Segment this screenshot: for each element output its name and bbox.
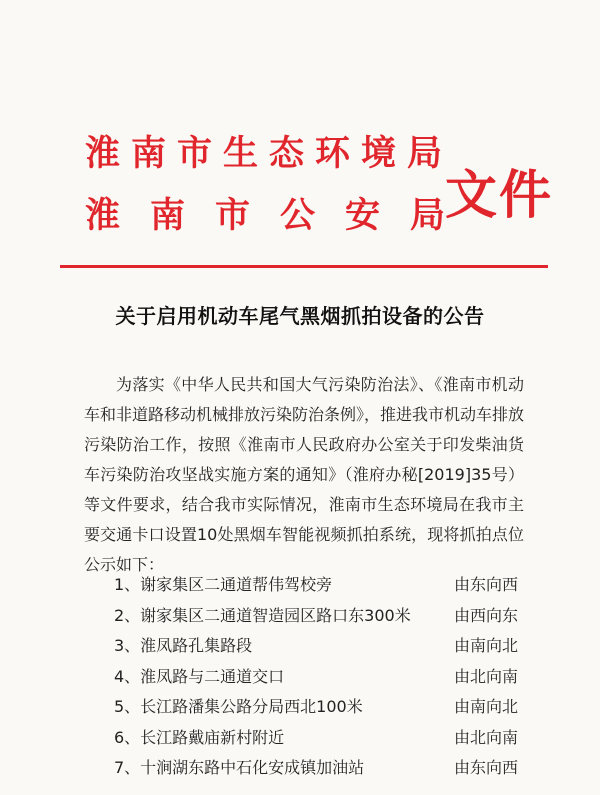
document-header — [85, 126, 554, 256]
list-item — [114, 662, 524, 693]
document-body — [84, 370, 524, 580]
location-name: 2、谢家集区二通道智造园区路口东300米 — [114, 605, 411, 625]
location-direction: 由东向西 — [454, 758, 519, 777]
location-direction: 由南向北 — [454, 636, 519, 655]
location-name: 1、谢家集区二通道帮伟驾校旁 — [114, 575, 333, 594]
list-item — [114, 601, 524, 632]
document-type-label: 文件 — [445, 165, 554, 226]
location-direction: 由东向西 — [454, 575, 519, 594]
list-item — [114, 570, 524, 601]
location-direction: 由南向北 — [454, 697, 519, 716]
list-item — [114, 723, 524, 754]
location-name: 7、十涧湖东路中石化安成镇加油站 — [114, 758, 365, 777]
location-direction: 由西向东 — [454, 605, 519, 625]
location-direction: 由北向南 — [454, 727, 519, 747]
document-title: 关于启用机动车尾气黑烟抓拍设备的公告 — [115, 304, 485, 328]
location-direction: 由北向南 — [454, 666, 519, 686]
list-item — [114, 692, 524, 723]
location-name: 6、长江路戴庙新村附近 — [114, 727, 285, 747]
location-name: 3、淮凤路孔集路段 — [114, 636, 253, 655]
header-divider — [60, 265, 548, 268]
list-item — [114, 753, 524, 784]
list-item — [114, 631, 524, 662]
body-paragraph: 为落实《中华人民共和国大气污染防治法》、《淮南市机动车和非道路移动机械排放污染防治条例》，推进我市机动车排放污染防治工作，按照《淮南市人民政府办公室关于印发柴油货车污染防治攻坚战实施方案的通知》（淮府办秘[2019]35号）等文件要求，结合我市实际情况，淮南市生态环境局在我市主要交通卡口设置10处黑烟车智能视频抓拍系统，现将抓拍点位公示如下： — [84, 375, 525, 574]
location-list — [114, 570, 524, 784]
location-name: 4、淮凤路与二通道交口 — [114, 666, 285, 686]
location-name: 5、长江路潘集公路分局西北100米 — [114, 697, 363, 716]
issuing-organization-1: 淮南市生态环境局 — [85, 133, 454, 174]
issuing-organization-2: 淮南市公安局 — [85, 195, 476, 236]
